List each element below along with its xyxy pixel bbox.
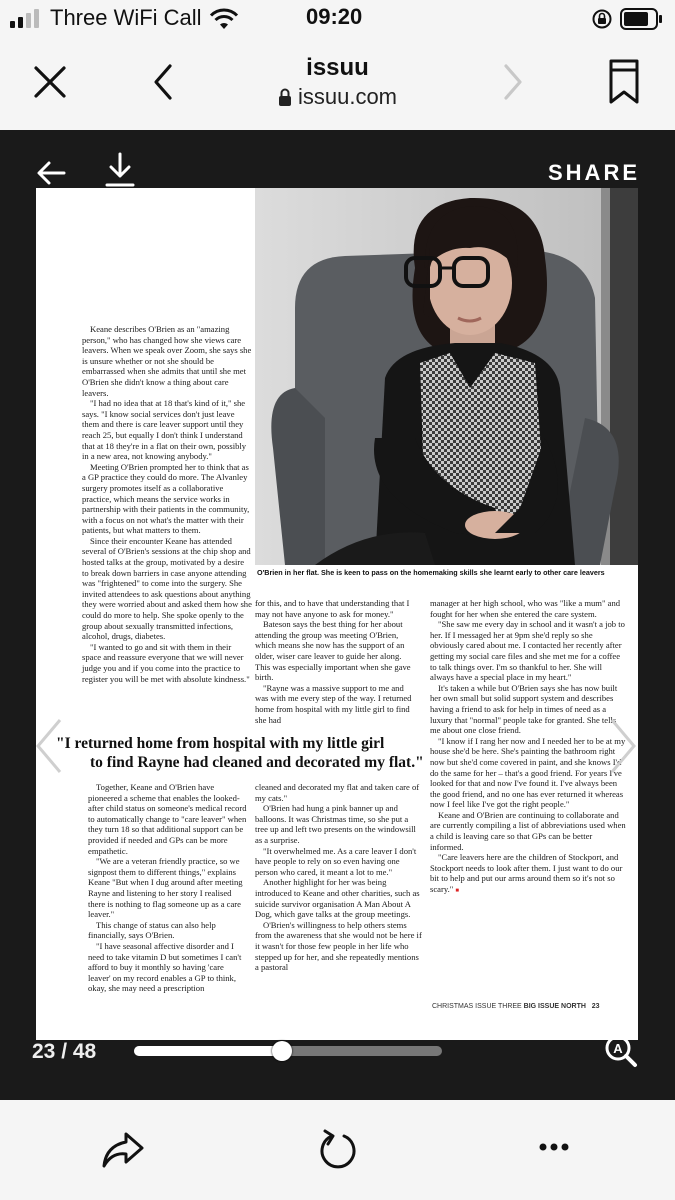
- paragraph: Meeting O'Brien prompted her to think that as a GP practice they could do more. The Alvanley surgery promotes itself as a collaborative practice, which means the service works in partnership with their patients in the community, with a focus on not what's the matter with their patients, but what matters to them.: [82, 461, 250, 536]
- reload-icon[interactable]: [316, 1128, 360, 1172]
- url-bar[interactable]: [0, 84, 675, 110]
- status-bar: [0, 0, 675, 40]
- paragraph: "We are a veteran friendly practice, so we signpost them to different things," explains Keane "But when I dug around after meeting Rayne and listening to her story I realised there is nothing to flag someone up as a care leaver.": [88, 856, 243, 920]
- paragraph-text: "Care leavers here are the children of Stockport, and Stockport needs to look after them. I just want to do our bit to help and put our arms around them so it's not so scary.": [430, 852, 623, 895]
- paragraph: for this, and to have that understanding that I may not have anyone to ask for money.": [255, 598, 410, 619]
- paragraph: "I have seasonal affective disorder and I need to take vitamin D but sometimes I can't afford to buy it monthly so having 'care leaver' on my record enables a GP to think, okay, she may need a prescription: [88, 940, 242, 994]
- paragraph: Bateson says the best thing for her about attending the group was meeting O'Brien, which means she now has the support of an older, wiser care leaver to guide her along. This was especially important when she gave birth.: [255, 619, 411, 683]
- more-options-icon[interactable]: [538, 1142, 570, 1152]
- paragraph: "She saw me every day in school and it wasn't a job to her. If I messaged her at 9pm she'd reply so she obviously cared about me. I contacted her recently after getting my social care files and she met me for a coffee to talk things over. I'm so thankful to her. She will always have a special place in my heart.": [430, 619, 625, 683]
- bookmark-icon[interactable]: [608, 58, 640, 106]
- forward-chevron-icon[interactable]: [500, 62, 526, 102]
- pull-quote-line: to find Rayne had cleaned and decorated my flat.": [90, 754, 424, 771]
- paragraph: Another highlight for her was being introduced to Keane and other charities, such as suicide survivor organisation A Man About A Dog, which gave talks at the group meetings.: [255, 877, 420, 920]
- footer-issue: CHRISTMAS ISSUE THREE: [432, 1003, 522, 1010]
- page-counter: 23 / 48: [32, 1040, 97, 1063]
- pull-quote: [56, 734, 456, 772]
- clock: 09:20: [306, 4, 363, 29]
- paragraph: "I wanted to go and sit with them in their space and reassure everyone that we will never judge you and if you come into the practice to register you will be met with absolute kindness.": [82, 641, 250, 684]
- site-title: issuu: [306, 54, 369, 81]
- photo-caption: O'Brien in her flat. She is keen to pass on the homemaking skills she learnt early to other care leavers: [257, 568, 605, 577]
- paragraph: O'Brien had hung a pink banner up and balloons. It was Christmas time, so she put a tree up and left two presents on the windowsill as a surprise.: [255, 803, 416, 845]
- paragraph: cleaned and decorated my flat and taken care of my cats.": [255, 782, 420, 803]
- page-slider[interactable]: [134, 1046, 442, 1056]
- svg-text:A: A: [613, 1041, 623, 1056]
- issuu-reader: [0, 130, 675, 1100]
- magazine-page: [36, 188, 638, 1040]
- footer-page-number: 23: [591, 1003, 600, 1010]
- back-arrow-icon[interactable]: [36, 160, 66, 186]
- page-footer: [432, 1003, 600, 1010]
- paragraph: "I know if I rang her now and I needed her to be at my house she'd be here. She's painting the bathroom right now but she'd come covered in paint, and she knows I'd do the same for her – that's a good friend. For years I've looked for that and now I've found it. I've always been the good friend, and no one has ever returned it whereas now I feel like I've got the right people.": [430, 735, 626, 810]
- pull-quote-line: "I returned home from hospital with my little girl: [56, 735, 385, 752]
- next-page-icon[interactable]: [608, 718, 638, 774]
- padlock-icon: [278, 88, 292, 106]
- paragraph: O'Brien's willingness to help others stems from the awareness that she would not be here if it wasn't for those few people in her life who stepped up for her, and she repeatedly mentions a pastoral: [255, 919, 422, 973]
- footer-publication: BIG ISSUE NORTH: [523, 1003, 586, 1010]
- previous-page-icon[interactable]: [34, 718, 64, 774]
- paragraph: Together, Keane and O'Brien have pioneered a scheme that enables the looked-after child status on someone's medical record to automatically change to "care leaver" when they turn 18 so that additional support can be provided if needed and GPs can be more empathetic.: [88, 782, 247, 856]
- share-button[interactable]: SHARE: [548, 160, 641, 185]
- paragraph: Since their encounter Keane has attended several of O'Brien's sessions at the chip shop and hosted talks at the group, motivated by a desire to break down barriers in case anyone attending was "frightened" to come into the surgery. She invited attendees to ask questions about anything they were worried about and asked them how she could do more to help. She spoke openly to the group about sexually transmitted infections, alcohol, drugs, diabetes.: [82, 535, 252, 642]
- article-column-3: [430, 598, 626, 897]
- end-mark: ■: [455, 888, 460, 895]
- download-icon[interactable]: [105, 152, 135, 188]
- paragraph: [430, 852, 626, 896]
- signal-strength-icon: [10, 8, 44, 28]
- paragraph: It's taken a while but O'Brien says she has now built her own small but solid support system and describes having a friend to ask for help in times of need as a luxury that "normal" people take for granted. She tells me about one close friend.: [430, 682, 618, 736]
- article-column-4: [88, 782, 248, 994]
- battery-icon: [620, 7, 664, 31]
- paragraph: Keane and O'Brien are continuing to collaborate and are currently compiling a list of abbreviations used when a child is leaving care so that GPs can be better informed.: [430, 809, 626, 852]
- zoom-icon[interactable]: [604, 1034, 638, 1068]
- browser-bottom-bar: [0, 1100, 675, 1200]
- wifi-icon: [209, 8, 239, 30]
- browser-toolbar: [0, 40, 675, 130]
- article-photo: [255, 188, 638, 565]
- article-column-1: [82, 324, 252, 684]
- share-icon[interactable]: [100, 1130, 146, 1170]
- page-slider-fill: [134, 1046, 282, 1056]
- paragraph: This change of status can also help financially, says O'Brien.: [88, 919, 216, 941]
- page-slider-handle[interactable]: [272, 1041, 292, 1061]
- article-column-5: [255, 782, 423, 973]
- paragraph: "It overwhelmed me. As a care leaver I don't have people to rely on so even having one person who cared, it meant a lot to me.": [255, 845, 417, 877]
- article-column-2: [255, 598, 415, 725]
- url-text: issuu.com: [297, 84, 398, 109]
- paragraph: "Rayne was a massive support to me and was with me every step of the way. I returned home from hospital with my little girl to find she had: [255, 682, 412, 725]
- rotation-lock-icon: [591, 8, 613, 30]
- paragraph: Keane describes O'Brien as an "amazing person," who has changed how she views care leavers. When we speak over Zoom, she says she is unsure whether or not she should be embarrassed when she admits that until she met O'Brien she didn't know a thing about care leavers.: [82, 324, 252, 398]
- carrier-name: Three WiFi Call: [50, 5, 202, 30]
- paragraph: manager at her high school, who was "like a mum" and fought for her when she entered the care system.: [430, 598, 621, 619]
- paragraph: "I had no idea that at 18 that's kind of it," she says. "I know social services don't just leave them and there is care leaver support until they reach 25, but equally I don't think I understand that at 18 they're in a flat on their own, possibly in a new area, not knowing anybody.": [82, 398, 247, 462]
